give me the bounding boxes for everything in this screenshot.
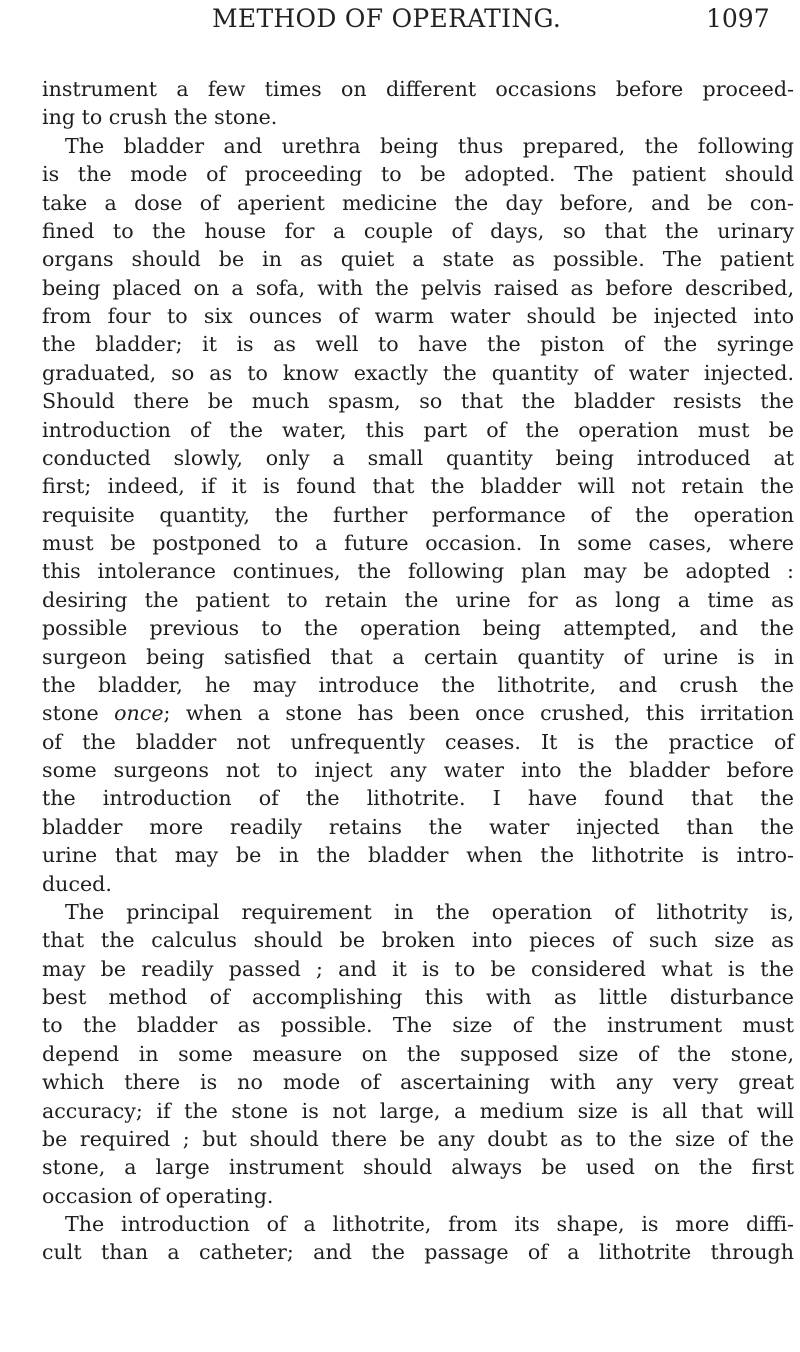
text-line: graduated, so as to know exactly the quantity of water injected. — [42, 360, 794, 385]
text-line-with-italic — [42, 699, 794, 727]
text-line: of the bladder not unfrequently ceases. It is the practice of — [42, 729, 794, 754]
text-line: stone, a large instrument should always be used on the first — [42, 1155, 794, 1180]
text-line: be required ; but should there be any doubt as to the size of the — [42, 1126, 794, 1151]
text-line: best method of accomplishing this with as little disturbance — [42, 985, 794, 1009]
text-line: ing to crush the stone. — [42, 105, 278, 130]
paragraph-start-line: The introduction of a lithotrite, from its shape, is more diffi- — [65, 1212, 794, 1236]
paragraph-start-line: The principal requirement in the operation of lithotrity is, — [65, 899, 794, 924]
text-line: conducted slowly, only a small quantity being introduced at — [42, 445, 794, 470]
text-line: may be readily passed ; and it is to be considered what is the — [42, 956, 794, 981]
text-line: must be postponed to a future occasion. In some cases, where — [42, 531, 794, 555]
text-line: Should there be much spasm, so that the bladder resists the — [42, 389, 794, 414]
text-line: being placed on a sofa, with the pelvis raised as before described, — [42, 275, 794, 300]
text-line: instrument a few times on different occasions before proceed- — [42, 77, 794, 101]
paragraph-start-line: The bladder and urethra being thus prepared, the following — [65, 133, 794, 158]
text-line: the introduction of the lithotrite. I have found that the — [42, 786, 794, 811]
text-line: organs should be in as quiet a state as possible. The patient — [42, 247, 794, 272]
text-segment: ; when a stone has been once crushed, this irritation — [163, 701, 794, 726]
italic-word: once — [114, 701, 164, 726]
text-line: requisite quantity, the further performance of the operation — [42, 502, 794, 527]
text-line: possible previous to the operation being attempted, and the — [42, 616, 794, 641]
text-line: this intolerance continues, the following plan may be adopted : — [42, 559, 794, 584]
text-line: that the calculus should be broken into pieces of such size as — [42, 928, 794, 953]
text-line: depend in some measure on the supposed size of the stone, — [42, 1041, 794, 1066]
text-line: bladder more readily retains the water injected than the — [42, 814, 794, 839]
text-line: take a dose of aperient medicine the day before, and be con- — [42, 190, 794, 215]
text-line: duced. — [42, 871, 112, 896]
text-line: urine that may be in the bladder when the lithotrite is intro- — [42, 843, 794, 868]
text-line: desiring the patient to retain the urine for as long a time as — [42, 587, 794, 612]
text-line: the bladder, he may introduce the lithotrite, and crush the — [42, 672, 794, 697]
text-line: fined to the house for a couple of days, so that the urinary — [42, 218, 794, 243]
text-line: accuracy; if the stone is not large, a medium size is all that will — [42, 1098, 794, 1123]
text-line: surgeon being satisfied that a certain quantity of urine is in — [42, 644, 794, 669]
page-number: 1097 — [706, 4, 770, 33]
text-line: cult than a catheter; and the passage of a lithotrite through — [42, 1240, 794, 1265]
body-text — [42, 75, 794, 1267]
text-line: to the bladder as possible. The size of the instrument must — [42, 1013, 794, 1038]
text-line: first; indeed, if it is found that the bladder will not retain the — [42, 474, 794, 499]
text-line: occasion of operating. — [42, 1183, 274, 1208]
text-line: introduction of the water, this part of the operation must be — [42, 417, 794, 442]
text-line: the bladder; it is as well to have the piston of the syringe — [42, 332, 794, 357]
text-line: some surgeons not to inject any water into the bladder before — [42, 758, 794, 782]
text-line: which there is no mode of ascertaining with any very great — [42, 1070, 794, 1095]
text-line: from four to six ounces of warm water should be injected into — [42, 304, 794, 328]
running-title: METHOD OF OPERATING. — [212, 4, 562, 33]
text-line: is the mode of proceeding to be adopted. The patient should — [42, 162, 794, 187]
text-segment: stone — [42, 701, 115, 726]
running-head — [0, 2, 800, 52]
